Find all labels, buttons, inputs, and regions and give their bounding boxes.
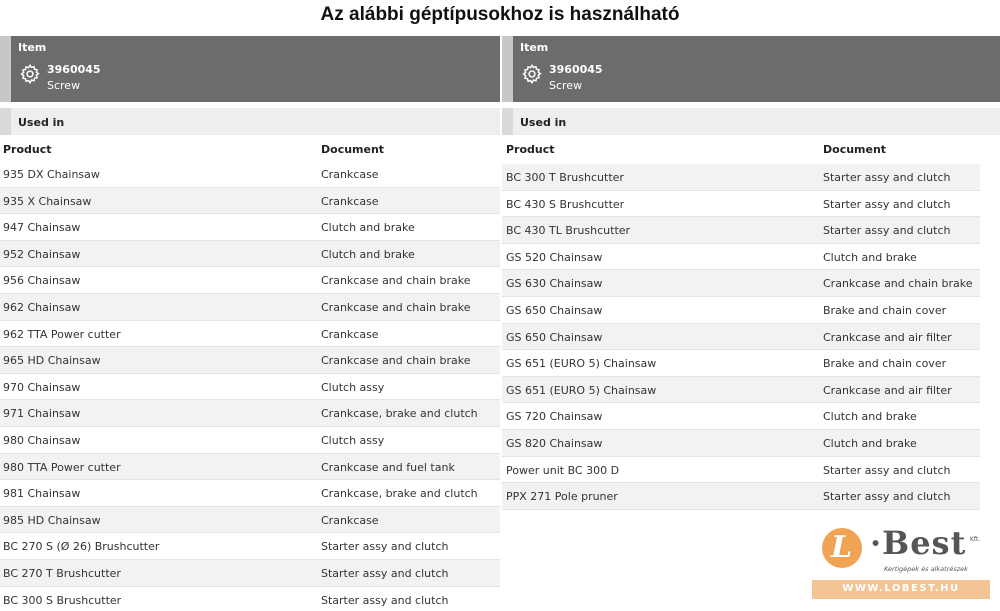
product-cell: 935 DX Chainsaw [3,168,100,181]
product-cell: 952 Chainsaw [3,247,81,261]
item-name: Screw [47,79,81,92]
table-row[interactable] [0,241,500,268]
used-in-label: Used in [18,116,65,129]
document-cell[interactable]: Starter assy and clutch [321,593,449,607]
product-cell: 980 Chainsaw [3,433,81,447]
table-row[interactable] [0,161,500,188]
document-cell[interactable]: Starter assy and clutch [823,197,951,211]
column-document: Document [823,143,887,156]
table-row[interactable] [502,244,980,271]
table-row[interactable] [0,347,500,374]
document-cell[interactable]: Crankcase [321,168,379,181]
item-label: Item [18,41,47,54]
product-cell: 947 Chainsaw [3,221,81,235]
table-row[interactable] [0,560,500,587]
document-cell[interactable]: Starter assy and clutch [823,463,951,477]
product-cell: GS 651 (EURO 5) Chainsaw [506,383,657,397]
used-in-header [0,108,500,135]
product-cell: 985 HD Chainsaw [3,513,101,527]
table-row[interactable] [0,587,500,611]
item-label: Item [520,41,549,54]
table-row[interactable] [502,350,980,377]
table-row[interactable] [0,507,500,534]
gear-icon [521,63,543,85]
logo-brand: ·Best [870,524,967,562]
document-cell[interactable]: Crankcase [321,513,379,527]
column-product: Product [506,143,555,156]
table-row[interactable] [0,374,500,401]
document-cell[interactable]: Starter assy and clutch [823,224,951,238]
table-row[interactable] [502,403,980,430]
document-cell[interactable]: Clutch and brake [823,250,917,264]
product-cell: BC 270 S (Ø 26) Brushcutter [3,540,160,554]
table-body-right [502,164,980,510]
where-used-panel-left [0,36,500,611]
used-in-header [502,108,1000,135]
document-cell[interactable]: Brake and chain cover [823,357,947,371]
product-cell: BC 270 T Brushcutter [3,566,121,580]
item-header [502,36,1000,102]
document-cell[interactable]: Starter assy and clutch [321,566,449,580]
product-cell: 962 TTA Power cutter [3,327,121,341]
logo-suffix: Kft. [970,536,981,543]
product-cell: BC 430 S Brushcutter [506,197,625,211]
table-body-left [0,161,500,611]
document-cell[interactable]: Crankcase [321,194,379,208]
table-row[interactable] [502,377,980,404]
product-cell: GS 650 Chainsaw [506,303,603,317]
table-row[interactable] [0,321,500,348]
logo-tagline: Kertigépek és alkatrészek [884,565,968,573]
product-cell: 970 Chainsaw [3,380,81,394]
item-number: 3960045 [47,63,101,76]
table-row[interactable] [0,533,500,560]
document-cell[interactable]: Clutch assy [321,433,385,447]
document-cell[interactable]: Brake and chain cover [823,303,947,317]
product-cell: GS 720 Chainsaw [506,410,603,424]
table-header [0,135,500,161]
document-cell[interactable]: Starter assy and clutch [823,171,951,184]
product-cell: 956 Chainsaw [3,274,81,288]
table-row[interactable] [502,430,980,457]
product-cell: 971 Chainsaw [3,407,81,421]
product-cell: 965 HD Chainsaw [3,354,101,368]
table-row[interactable] [502,297,980,324]
table-row[interactable] [0,294,500,321]
product-cell: GS 650 Chainsaw [506,330,603,344]
product-cell: PPX 271 Pole pruner [506,490,618,504]
product-cell: GS 630 Chainsaw [506,277,603,291]
page-title: Az alábbi géptípusokhoz is használható [320,4,680,25]
where-used-panel-right [502,36,1000,510]
document-cell[interactable]: Crankcase and chain brake [823,277,973,291]
used-in-label: Used in [520,116,567,129]
document-cell[interactable]: Clutch assy [321,380,385,394]
product-cell: 962 Chainsaw [3,300,81,314]
document-cell[interactable]: Crankcase and air filter [823,330,952,344]
table-row[interactable] [502,217,980,244]
document-cell[interactable]: Crankcase, brake and clutch [321,407,478,421]
gear-icon [19,63,41,85]
document-cell[interactable]: Clutch and brake [321,221,415,235]
product-cell: 935 X Chainsaw [3,194,92,208]
product-cell: GS 820 Chainsaw [506,436,603,450]
logo-url: WWW.LOBEST.HU [842,583,960,594]
document-cell[interactable]: Crankcase and chain brake [321,300,471,314]
table-row[interactable] [0,214,500,241]
product-cell: GS 520 Chainsaw [506,250,603,264]
document-cell[interactable]: Crankcase and chain brake [321,274,471,288]
item-name: Screw [549,79,583,92]
table-row[interactable] [502,164,980,191]
column-document: Document [321,143,385,156]
document-cell[interactable]: Starter assy and clutch [321,540,449,554]
table-row[interactable] [0,400,500,427]
document-cell[interactable]: Clutch and brake [823,410,917,424]
product-cell: 980 TTA Power cutter [3,460,121,474]
product-cell: Power unit BC 300 D [506,463,620,477]
table-row[interactable] [0,188,500,215]
table-row[interactable] [0,267,500,294]
product-cell: GS 651 (EURO 5) Chainsaw [506,357,657,371]
table-row[interactable] [0,480,500,507]
table-row[interactable] [502,191,980,218]
document-cell[interactable]: Crankcase [321,327,379,341]
table-row[interactable] [502,483,980,510]
product-cell: BC 300 S Brushcutter [3,593,122,607]
document-cell[interactable]: Crankcase and fuel tank [321,460,455,474]
table-header [502,135,1000,161]
table-row[interactable] [0,454,500,481]
table-row[interactable] [0,427,500,454]
item-number: 3960045 [549,63,603,76]
table-row[interactable] [502,270,980,297]
table-row[interactable] [502,457,980,484]
column-product: Product [3,143,52,156]
table-row[interactable] [502,324,980,351]
logo-letter: L [831,530,853,565]
lobest-logo [812,524,990,602]
document-cell[interactable]: Crankcase and air filter [823,383,952,397]
product-cell: 981 Chainsaw [3,487,81,501]
document-cell[interactable]: Clutch and brake [321,247,415,261]
product-cell: BC 430 TL Brushcutter [506,224,631,238]
document-cell[interactable]: Crankcase and chain brake [321,354,471,368]
item-header [0,36,500,102]
document-cell[interactable]: Crankcase, brake and clutch [321,487,478,501]
document-cell[interactable]: Clutch and brake [823,436,917,450]
document-cell[interactable]: Starter assy and clutch [823,490,951,504]
product-cell: BC 300 T Brushcutter [506,171,624,184]
